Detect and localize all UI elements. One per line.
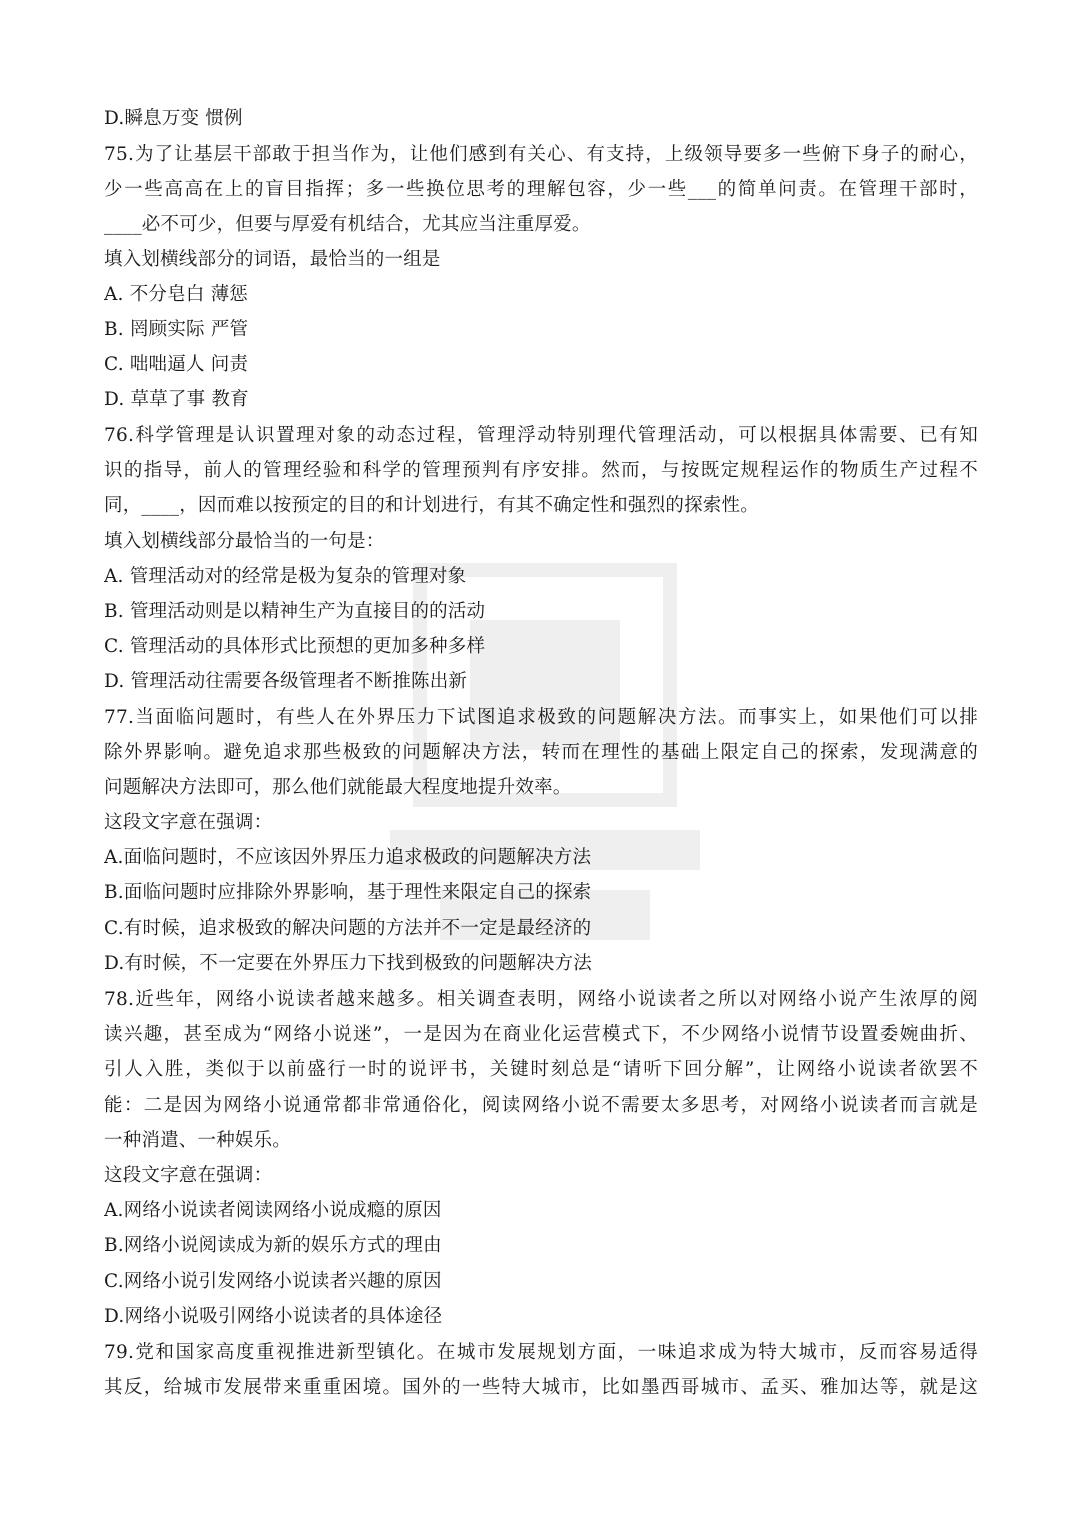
- q78-stem-line-5: 一种消遣、一种娱乐。: [104, 1130, 292, 1151]
- q76-stem-line-1: 76.科学管理是认识置理对象的动态过程，管理浮动特别理代管理活动，可以根据具体需要、已有知: [104, 425, 978, 446]
- q79-stem-line-1: 79.党和国家高度重视推进新型镇化。在城市发展规划方面，一味追求成为特大城市，反而容易适得: [104, 1342, 978, 1363]
- q77-option-a: A.面临问题时，不应该因外界压力追求极政的问题解决方法: [104, 847, 592, 868]
- q76-option-a: A. 管理活动对的经常是极为复杂的管理对象: [104, 566, 467, 587]
- q77-option-b: B.面临问题时应排除外界影响，基于理性来限定自己的探索: [104, 882, 592, 903]
- q75-option-a: A. 不分皂白 薄惩: [104, 284, 249, 305]
- q75-stem-line-3: ____必不可少，但要与厚爱有机结合，尤其应当注重厚爱。: [104, 214, 591, 235]
- q76-option-c: C. 管理活动的具体形式比预想的更加多种多样: [104, 636, 486, 657]
- q78-option-d: D.网络小说吸引网络小说读者的具体途径: [104, 1306, 443, 1327]
- q77-stem-line-3: 问题解决方法即可，那么他们就能最大程度地提升效率。: [104, 777, 572, 798]
- q77-prompt: 这段文字意在强调：: [104, 812, 273, 833]
- option-d-q74: D.瞬息万变 惯例: [104, 108, 243, 129]
- q77-option-c: C.有时候，追求极致的解决问题的方法并不一定是最经济的: [104, 918, 592, 939]
- q76-option-b: B. 管理活动则是以精神生产为直接目的的活动: [104, 601, 486, 622]
- q79-stem-line-2: 其反，给城市发展带来重重困境。国外的一些特大城市，比如墨西哥城市、孟买、雅加达等，就是这: [104, 1377, 978, 1398]
- q75-stem-line-1: 75.为了让基层干部敢于担当作为，让他们感到有关心、有支持，上级领导要多一些俯下身子的耐心，: [104, 144, 978, 165]
- q75-stem-line-2: 少一些高高在上的盲目指挥；多一些换位思考的理解包容，少一些___的简单问责。在管理干部时，: [104, 179, 978, 200]
- q78-stem-line-1: 78.近些年，网络小说读者越来越多。相关调查表明，网络小说读者之所以对网络小说产生浓厚的阅: [104, 989, 978, 1010]
- q75-option-d: D. 草草了事 教育: [104, 389, 249, 410]
- q78-option-c: C.网络小说引发网络小说读者兴趣的原因: [104, 1271, 442, 1292]
- q78-prompt: 这段文字意在强调：: [104, 1165, 273, 1186]
- q78-option-a: A.网络小说读者阅读网络小说成瘾的原因: [104, 1200, 442, 1221]
- q75-prompt: 填入划横线部分的词语，最恰当的一组是: [104, 249, 441, 270]
- q76-option-d: D. 管理活动往需要各级管理者不断推陈出新: [104, 671, 468, 692]
- q78-option-b: B.网络小说阅读成为新的娱乐方式的理由: [104, 1235, 442, 1256]
- q76-prompt: 填入划横线部分最恰当的一句是：: [104, 531, 385, 552]
- q78-stem-line-4: 能：二是因为网络小说通常都非常通俗化，阅读网络小说不需要太多思考，对网络小说读者而言就是: [104, 1095, 978, 1116]
- q75-option-c: C. 咄咄逼人 问责: [104, 354, 249, 375]
- q77-stem-line-2: 除外界影响。避免追求那些极致的问题解决方法，转而在理性的基础上限定自己的探索，发现满意的: [104, 742, 978, 763]
- q78-stem-line-3: 引人入胜，类似于以前盛行一时的说评书，关键时刻总是“请听下回分解”，让网络小说读者欲罢不: [104, 1059, 978, 1080]
- q76-stem-line-2: 识的指导，前人的管理经验和科学的管理预判有序安排。然而，与按既定规程运作的物质生产过程不: [104, 460, 978, 481]
- q77-option-d: D.有时候，不一定要在外界压力下找到极致的问题解决方法: [104, 953, 592, 974]
- q77-stem-line-1: 77.当面临问题时，有些人在外界压力下试图追求极致的问题解决方法。而事实上，如果他们可以排: [104, 707, 978, 728]
- q78-stem-line-2: 读兴趣，甚至成为“网络小说迷”，一是因为在商业化运营模式下，不少网络小说情节设置委婉曲折、: [104, 1024, 978, 1045]
- q76-stem-line-3: 同，____，因而难以按预定的目的和计划进行，有其不确定性和强烈的探索性。: [104, 495, 759, 516]
- q75-option-b: B. 罔顾实际 严管: [104, 319, 249, 340]
